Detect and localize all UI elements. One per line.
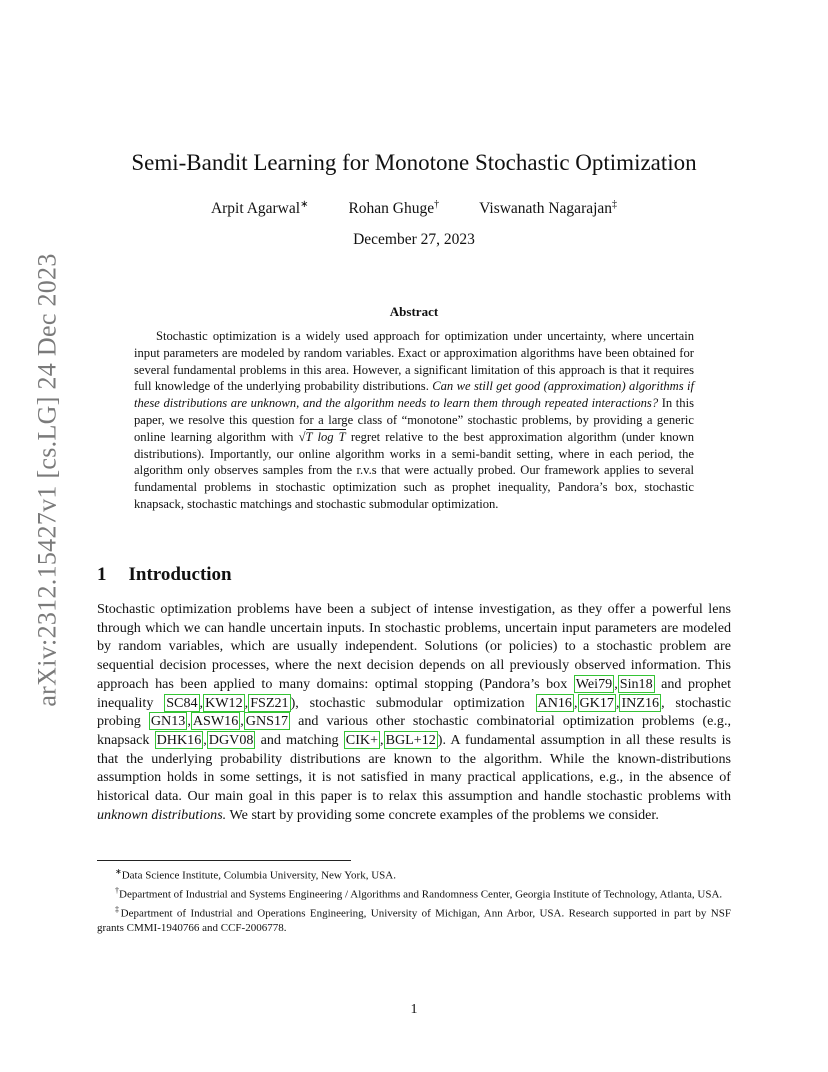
- footnote: [97, 865, 731, 883]
- citation-link[interactable]: DGV08: [208, 731, 254, 748]
- citation-link[interactable]: GNS17: [245, 713, 289, 730]
- abstract-text: Stochastic optimization is a widely used approach for optimization under uncertainty, where uncertain input parameters are modeled by random variables. Exact or approximation algorithms have been obtained for several fundamental problems in this area. However, a significant limitation of this approach is that it requires full knowledge of the underlying probability distributions.: [134, 329, 694, 394]
- intro-text: , stochastic probing: [97, 694, 731, 730]
- citation-link[interactable]: BGL+12: [385, 731, 436, 748]
- intro-text: ). A fundamental assumption in all these results is that the underlying probability distributions are known to the algorithm. While the known-distributions assumption holds in some settings, it is not satisfied in many practical applications, e.g., in the absence of historical data. Our main goal in this paper is to relax this assumption and handle stochastic problems with: [97, 731, 731, 805]
- abstract-text: In this paper, we resolve this question for a large class of “monotone” stochastic problems, by providing a generic online learning algorithm with: [134, 396, 694, 444]
- intro-emphasis: unknown distributions.: [97, 806, 227, 823]
- footnote-mark: ∗: [115, 867, 122, 876]
- abstract-paragraph: [134, 328, 694, 513]
- citation-link[interactable]: Sin18: [619, 675, 653, 692]
- author: [479, 199, 617, 218]
- abstract-text: regret relative to the best approximation algorithm (under known distributions). Importantly, our online algorithm works in a semi-bandit setting, where in each period, the algorithm only observes samples from the r.v.s that were actually probed. Our framework applies to several fundamental problems in stochastic optimization such as prophet inequality, Pandora’s box, stochastic knapsack, stochastic matchings and stochastic submodular optimization.: [134, 429, 694, 511]
- author-footnote-mark[interactable]: ‡: [612, 199, 618, 210]
- footnote: [97, 903, 731, 935]
- intro-text: ), stochastic submodular optimization: [290, 694, 536, 711]
- footnote: [97, 884, 731, 902]
- introduction-paragraph: Stochastic optimization problems have been a subject of intense investigation, as they offer a powerful lens through which we can handle uncertain inputs. In stochastic problems, uncertain input parameters are modeled by random variables, which are usually independent. Solutions (or policies) to a stochastic problem are sequential decision processes, where the next decision depends on all previously observed information. This approach has been applied to many domains: optimal stopping (Pandora’s box Wei79 , Sin18 and prophet inequality SC84 , KW12 , FSZ21 ), stochastic submodular optimization AN16 , GK17 , INZ16 , stochastic probing GN13 , ASW16 , GNS17 and various other stochastic combinatorial optimization problems (e.g., knapsack DHK16 , DGV08 and matching CIK+ , BGL+12 ). A fundamental assumption in all these results is that the underlying probability distributions are known to the algorithm. While the known-distributions assumption holds in some settings, it is not satisfied in many practical applications, e.g., in the absence of historical data. Our main goal in this paper is to relax this assumption and handle stochastic problems with unknown distributions. We start by providing some concrete examples of the problems we consider.: [97, 601, 732, 823]
- author-list: [0, 199, 828, 218]
- section-number: 1: [97, 564, 107, 585]
- citation-link[interactable]: FSZ21: [250, 694, 289, 711]
- footnote-text: Department of Industrial and Operations Engineering, University of Michigan, Ann Arbor, USA. Research supported in part by NSF grants CMMI-1940766 and CCF-2006778.: [97, 907, 731, 934]
- arxiv-identifier-stamp: [28, 253, 68, 707]
- author: [348, 199, 439, 218]
- author-name: Viswanath Nagarajan: [479, 200, 613, 218]
- page-number: 1: [410, 1002, 418, 1017]
- section-title: Introduction: [128, 564, 232, 585]
- citation-link[interactable]: INZ16: [621, 694, 660, 711]
- citation-link[interactable]: KW12: [205, 694, 243, 711]
- regret-bound-expression: T log T: [305, 429, 346, 444]
- citation-link[interactable]: CIK+: [345, 731, 379, 748]
- footnotes: [97, 865, 731, 936]
- author-name: Rohan Ghuge: [348, 200, 435, 218]
- citation-link[interactable]: DHK16: [156, 731, 202, 748]
- citation-link[interactable]: SC84: [166, 694, 198, 711]
- footnote-text: Data Science Institute, Columbia University, New York, USA.: [121, 869, 396, 882]
- intro-text: and prophet inequality: [97, 675, 731, 711]
- footnote-text: Department of Industrial and Systems Engineering / Algorithms and Randomness Center, Georgia Institute of Technology, Atlanta, USA.: [119, 888, 723, 901]
- citation-link[interactable]: AN16: [537, 694, 572, 711]
- abstract-question: Can we still get good (approximation) algorithms if these distributions are unknown, and the algorithm needs to learn them through repeated interactions?: [134, 379, 694, 411]
- author-footnote-mark[interactable]: ∗: [300, 199, 309, 210]
- citation-link[interactable]: GK17: [579, 694, 614, 711]
- sqrt-symbol: √: [298, 429, 306, 444]
- author-footnote-mark[interactable]: †: [434, 199, 440, 210]
- abstract-heading: Abstract: [389, 304, 439, 319]
- intro-text: We start by providing some concrete examples of the problems we consider.: [226, 806, 659, 823]
- author: [211, 199, 309, 218]
- section-heading: [97, 564, 232, 586]
- author-name: Arpit Agarwal: [210, 200, 301, 218]
- footnote-divider: [97, 860, 351, 861]
- intro-text: and various other stochastic combinatorial optimization problems (e.g., knapsack: [97, 713, 732, 748]
- footnote-mark: ‡: [115, 904, 121, 914]
- paper-title: Semi-Bandit Learning for Monotone Stochastic Optimization: [131, 150, 697, 175]
- arxiv-identifier-text: arXiv:2312.15427v1 [cs.LG] 24 Dec 2023: [33, 253, 62, 707]
- citation-link[interactable]: GN13: [150, 713, 186, 730]
- intro-text: and matching: [255, 731, 344, 748]
- footnote-mark: †: [115, 885, 119, 895]
- citation-link[interactable]: ASW16: [192, 713, 239, 730]
- paper-date: December 27, 2023: [353, 231, 475, 248]
- intro-text: Stochastic optimization problems have been a subject of intense investigation, as they offer a powerful lens through which we can handle uncertain inputs. In stochastic problems, uncertain input parameters are modeled by random variables, which are usually independent. Solutions (or policies) to a stochastic problem are sequential decision processes, where the next decision depends on all previously observed information. This approach has been applied to many domains: optimal stopping (Pandora’s box: [97, 601, 731, 692]
- citation-link[interactable]: Wei79: [575, 675, 613, 692]
